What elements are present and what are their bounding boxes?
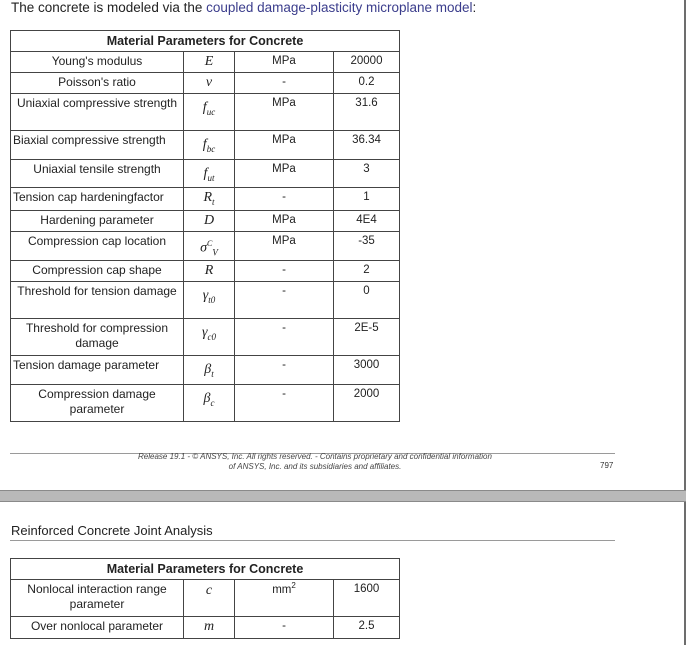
param-unit: MPa [235, 94, 334, 131]
table-row [11, 282, 400, 319]
param-unit: - [235, 188, 334, 211]
param-value: 4E4 [334, 210, 400, 231]
param-name: Tension cap hardeningfactor [11, 188, 184, 211]
param-value: 31.6 [334, 94, 400, 131]
param-value: 3000 [334, 356, 400, 385]
param-unit: MPa [235, 160, 334, 188]
param-unit: $mm^2$ [235, 580, 334, 617]
param-value: 36.34 [334, 131, 400, 160]
param-value: -35 [334, 231, 400, 260]
param-name: Biaxial compressive strength [11, 131, 184, 160]
table-caption: Material Parameters for Concrete [11, 31, 400, 52]
param-value: 3 [334, 160, 400, 188]
param-unit: - [235, 261, 334, 282]
table-row [11, 617, 400, 639]
param-unit: MPa [235, 231, 334, 260]
param-symbol: $\beta_t$ [184, 356, 235, 385]
table-row [11, 385, 400, 422]
param-unit: MPa [235, 131, 334, 160]
param-name: Threshold for compression damage [11, 319, 184, 356]
param-name: Nonlocal interaction range parameter [11, 580, 184, 617]
param-unit: - [235, 385, 334, 422]
page-2 [0, 502, 686, 645]
param-unit: - [235, 73, 334, 94]
section-divider [10, 540, 615, 541]
param-unit: - [235, 282, 334, 319]
param-value: 0 [334, 282, 400, 319]
table-row [11, 356, 400, 385]
param-name: Over nonlocal parameter [11, 617, 184, 639]
intro-text: The concrete is modeled via the [11, 0, 207, 15]
param-symbol: $\gamma_{t0}$ [184, 282, 235, 319]
table-row [11, 261, 400, 282]
param-unit: - [235, 617, 334, 639]
param-unit: - [235, 319, 334, 356]
table-row [11, 73, 400, 94]
param-unit: - [235, 356, 334, 385]
param-value: 2E-5 [334, 319, 400, 356]
table-row [11, 210, 400, 231]
param-unit: MPa [235, 52, 334, 73]
param-name: Compression cap shape [11, 261, 184, 282]
param-name: Hardening parameter [11, 210, 184, 231]
param-symbol: $f_{bc}$ [184, 131, 235, 160]
param-symbol: E [184, 52, 235, 73]
param-name: Poisson's ratio [11, 73, 184, 94]
param-name: Threshold for tension damage [11, 282, 184, 319]
intro-paragraph [11, 0, 476, 15]
param-symbol: R [184, 261, 235, 282]
param-name: Uniaxial tensile strength [11, 160, 184, 188]
material-parameters-table [10, 30, 400, 422]
param-symbol: D [184, 210, 235, 231]
param-symbol: $\gamma_{c0}$ [184, 319, 235, 356]
footer-copyright: Release 19.1 - © ANSYS, Inc. All rights reserved. - Contains proprietary and confidential information of ANSYS, Inc. and its subsidiaries and affiliates. [138, 452, 492, 471]
param-name: Uniaxial compressive strength [11, 94, 184, 131]
intro-colon: : [472, 0, 477, 15]
table-row [11, 131, 400, 160]
param-name: Compression damage parameter [11, 385, 184, 422]
param-unit: MPa [235, 210, 334, 231]
param-value: 20000 [334, 52, 400, 73]
param-name: Young's modulus [11, 52, 184, 73]
table-row [11, 94, 400, 131]
param-name: Compression cap location [11, 231, 184, 260]
table-row [11, 231, 400, 260]
param-symbol: $\sigma^C_V$ [184, 231, 235, 260]
table-row [11, 160, 400, 188]
param-value: 2000 [334, 385, 400, 422]
table-row [11, 188, 400, 211]
param-symbol: $R_t$ [184, 188, 235, 211]
param-symbol: $f_{ut}$ [184, 160, 235, 188]
param-value: 2.5 [334, 617, 400, 639]
table-row [11, 580, 400, 617]
table-row [11, 52, 400, 73]
page-separator [0, 490, 686, 502]
param-symbol: m [184, 617, 235, 639]
param-symbol: c [184, 580, 235, 617]
table-row [11, 319, 400, 356]
param-name: Tension damage parameter [11, 356, 184, 385]
table-caption: Material Parameters for Concrete [11, 559, 400, 580]
section-header: Reinforced Concrete Joint Analysis [11, 523, 213, 538]
param-value: 1 [334, 188, 400, 211]
param-value: 2 [334, 261, 400, 282]
page-number: 797 [600, 461, 614, 470]
param-value: 0.2 [334, 73, 400, 94]
material-parameters-table-2 [10, 558, 400, 639]
microplane-model-link[interactable]: coupled damage-plasticity microplane model [206, 0, 473, 15]
param-symbol: $\beta_c$ [184, 385, 235, 422]
param-symbol: $f_{uc}$ [184, 94, 235, 131]
param-symbol: ν [184, 73, 235, 94]
param-value: 1600 [334, 580, 400, 617]
